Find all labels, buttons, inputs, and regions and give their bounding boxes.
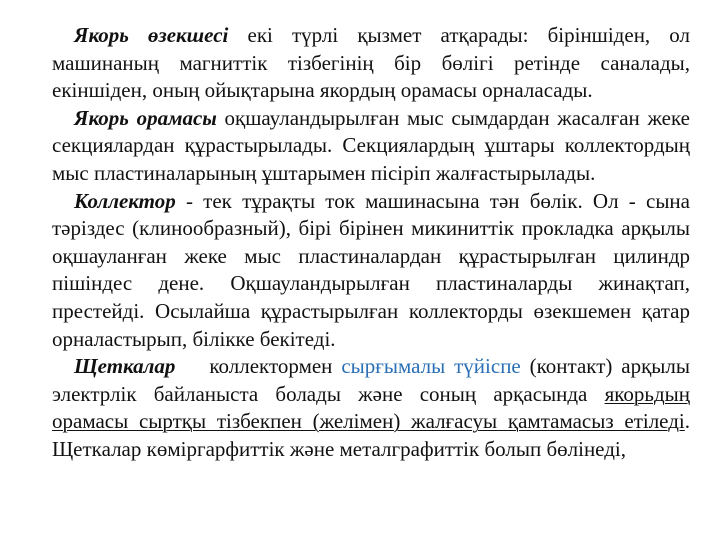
paragraph-armature-core [52, 22, 690, 105]
paragraph-text: (контакт) арқылы электрлік байланыста болады және соның арқасында [52, 354, 690, 406]
term-collector: Коллектор [74, 188, 176, 213]
paragraph-armature-winding [52, 105, 690, 188]
paragraph-text: коллектормен [209, 354, 342, 379]
term-armature-core: Якорь өзекшесі [74, 23, 229, 47]
paragraph-text: - тек тұрақты ток машинасына тән бөлік. Ол - сына тәріздес (клинообразный), бірі бірінен микиниттік прокладка арқылы оқшауланған жеке мыс пластиналардан құрастырылған цилиндр пішіндес дене. Оқшауландырылған пластиналарды жинақтап, престейді. Осылайша құрастырылған коллекторды өзекшемен қатар орналастырып, білікке бекітеді. [52, 188, 690, 351]
paragraph-text: . Щеткалар көміргарфиттік және металграфиттік болып бөлінеді, [52, 409, 690, 461]
paragraph-text: оқшауландырылған мыс сымдардан жасалған жеке секциялардан құрастырылады. Секциялардың ұштары коллектордың мыс пластиналарының ұштарымен пісіріп жалғастырылады. [52, 105, 691, 185]
underlined-text: якорьдың орамасы сыртқы тізбекпен (желімен) жалғасуы қамтамасыз етіледі [52, 381, 690, 434]
term-armature-winding: Якорь орамасы [74, 105, 217, 130]
paragraph-brushes [52, 353, 690, 463]
term-brushes: Щеткалар [74, 354, 176, 379]
paragraph-text: екі түрлі қызмет атқарады: біріншіден, ол машинаның магниттік тізбегінің бір бөлігі ретінде саналады, екіншіден, оның ойықтарына якордың орамасы орналасады. [52, 23, 691, 103]
sliding-contact-link[interactable]: сырғымалы түйіспе [341, 354, 521, 379]
paragraph-collector [52, 188, 690, 354]
